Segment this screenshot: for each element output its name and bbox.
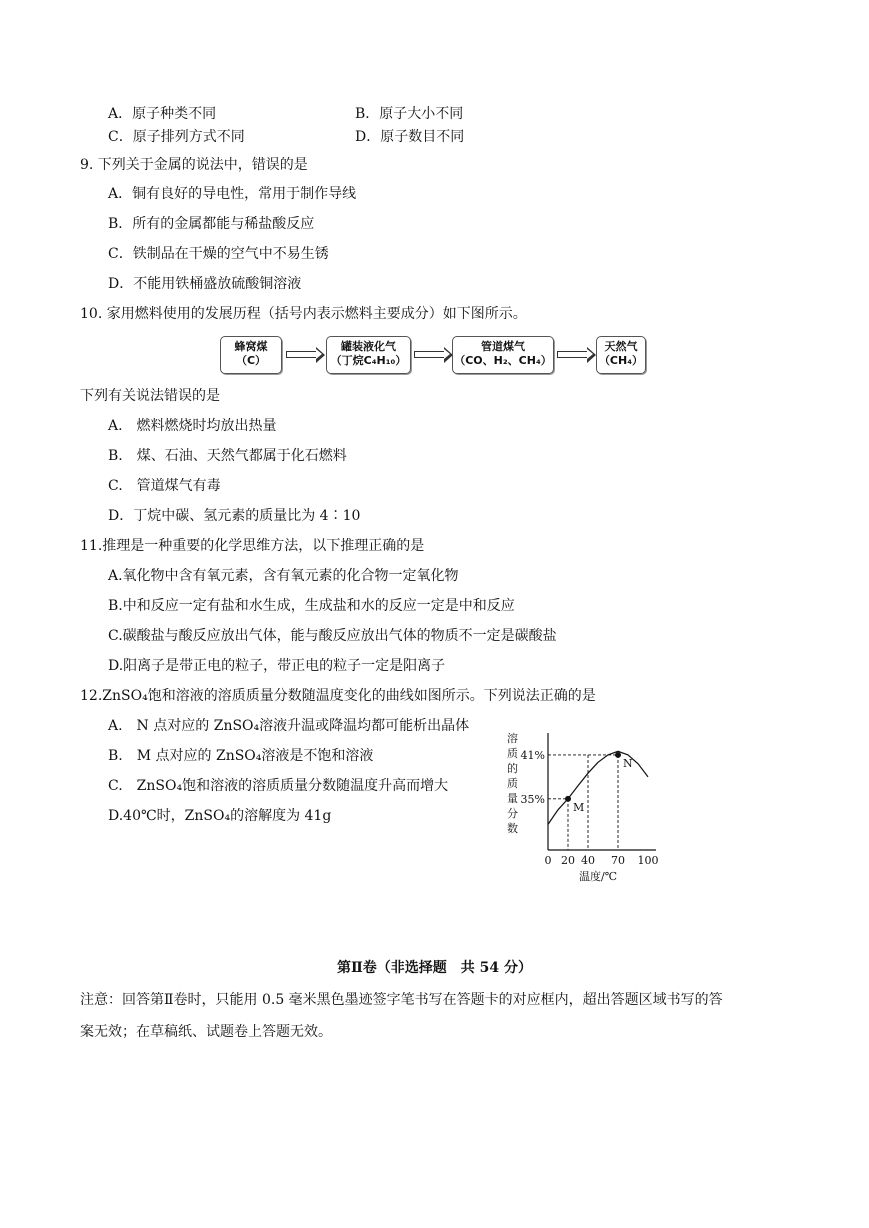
y-tick-label: 35% bbox=[520, 792, 545, 806]
y-axis-label-char: 数 bbox=[507, 822, 518, 835]
q12-option-a: A. N 点对应的 ZnSO₄溶液升温或降温均都可能析出晶体 bbox=[108, 718, 470, 734]
flow-box-name: 管道煤气 bbox=[481, 340, 525, 353]
q12-option-b: B. M 点对应的 ZnSO₄溶液是不饱和溶液 bbox=[108, 748, 374, 764]
point-label-M: M bbox=[573, 800, 585, 814]
q10-stem: 10. 家用燃料使用的发展历程（括号内表示燃料主要成分）如下图所示。 bbox=[80, 306, 527, 322]
x-tick-label: 20 bbox=[561, 854, 575, 867]
flow-box-formula: （CH₄） bbox=[598, 354, 644, 367]
flow-box-formula: （C） bbox=[235, 354, 267, 367]
q10-option-b: B. 煤、石油、天然气都属于化石燃料 bbox=[108, 448, 347, 464]
part2-note-line1: 注意：回答第Ⅱ卷时，只能用 0.5 毫米黑色墨迹签字笔书写在答题卡的对应框内，超出答题区域书写的答 bbox=[80, 992, 723, 1008]
flow-arrow-icon bbox=[286, 351, 316, 358]
q9-option-b: B．所有的金属都能与稀盐酸反应 bbox=[108, 216, 315, 232]
q12-option-d: D.40℃时，ZnSO₄的溶解度为 41g bbox=[108, 808, 332, 824]
flow-box-name: 蜂窝煤 bbox=[234, 340, 268, 353]
q11-option-a: A.氧化物中含有氧元素，含有氧元素的化合物一定氧化物 bbox=[108, 568, 459, 584]
part2-note-line2: 案无效；在草稿纸、试题卷上答题无效。 bbox=[80, 1024, 332, 1040]
x-tick-label: 40 bbox=[581, 854, 595, 867]
y-axis-label-char: 的 bbox=[507, 762, 518, 775]
flow-box-pipeline-gas bbox=[452, 336, 554, 374]
q8-option-d: D．原子数目不同 bbox=[355, 129, 465, 145]
x-tick-label: 70 bbox=[611, 854, 625, 867]
y-axis-label-char: 质 bbox=[507, 747, 518, 760]
y-tick-label: 41% bbox=[520, 748, 545, 762]
flow-box-name: 罐装液化气 bbox=[341, 340, 396, 353]
part2-title: 第Ⅱ卷（非选择题 共 54 分） bbox=[336, 960, 533, 976]
q10-option-d: D．丁烷中碳、氢元素的质量比为 4∶10 bbox=[108, 508, 361, 524]
q11-stem: 11.推理是一种重要的化学思维方法，以下推理正确的是 bbox=[80, 538, 425, 554]
q11-option-d: D.阳离子是带正电的粒子，带正电的粒子一定是阳离子 bbox=[108, 658, 446, 674]
q12-stem: 12.ZnSO₄饱和溶液的溶质质量分数随温度变化的曲线如图所示。下列说法正确的是 bbox=[80, 688, 596, 704]
flow-arrow-icon bbox=[414, 351, 444, 358]
y-axis-label-char: 溶 bbox=[507, 732, 518, 745]
solubility-chart bbox=[495, 718, 670, 883]
y-axis-label-char: 量 bbox=[507, 792, 518, 805]
q9-stem: 9. 下列关于金属的说法中，错误的是 bbox=[80, 157, 308, 173]
data-point-M bbox=[565, 796, 571, 802]
flow-box-honeycomb-coal bbox=[220, 336, 282, 374]
flow-box-natural-gas bbox=[596, 336, 646, 374]
q8-option-c: C．原子排列方式不同 bbox=[108, 129, 245, 145]
point-label-N: N bbox=[623, 756, 633, 770]
flow-box-formula: （丁烷C₄H₁₀） bbox=[330, 354, 407, 367]
q9-option-d: D．不能用铁桶盛放硫酸铜溶液 bbox=[108, 276, 302, 292]
flow-box-lpg bbox=[326, 336, 411, 374]
q12-option-c: C. ZnSO₄饱和溶液的溶质质量分数随温度升高而增大 bbox=[108, 778, 449, 794]
x-tick-label: 0 bbox=[544, 854, 552, 867]
solubility-curve bbox=[548, 751, 648, 824]
x-axis-label: 温度/℃ bbox=[578, 870, 618, 883]
q9-option-a: A．铜有良好的导电性，常用于制作导线 bbox=[108, 186, 357, 202]
q10-option-c: C. 管道煤气有毒 bbox=[108, 478, 221, 494]
x-tick-label: 100 bbox=[637, 854, 659, 867]
q11-option-c: C.碳酸盐与酸反应放出气体，能与酸反应放出气体的物质不一定是碳酸盐 bbox=[108, 628, 557, 644]
flow-box-formula: （CO、H₂、CH₄） bbox=[454, 354, 552, 367]
q8-option-a: A．原子种类不同 bbox=[108, 106, 217, 122]
y-axis-label-char: 质 bbox=[507, 777, 518, 790]
flow-box-name: 天然气 bbox=[604, 340, 638, 353]
y-axis-label-char: 分 bbox=[507, 807, 518, 820]
data-point-N bbox=[615, 752, 621, 758]
flow-arrow-icon bbox=[557, 351, 587, 358]
q10-prompt: 下列有关说法错误的是 bbox=[80, 388, 220, 404]
q8-option-b: B．原子大小不同 bbox=[355, 106, 464, 122]
q10-option-a: A. 燃料燃烧时均放出热量 bbox=[108, 418, 277, 434]
q11-option-b: B.中和反应一定有盐和水生成，生成盐和水的反应一定是中和反应 bbox=[108, 598, 515, 614]
q9-option-c: C．铁制品在干燥的空气中不易生锈 bbox=[108, 246, 329, 262]
